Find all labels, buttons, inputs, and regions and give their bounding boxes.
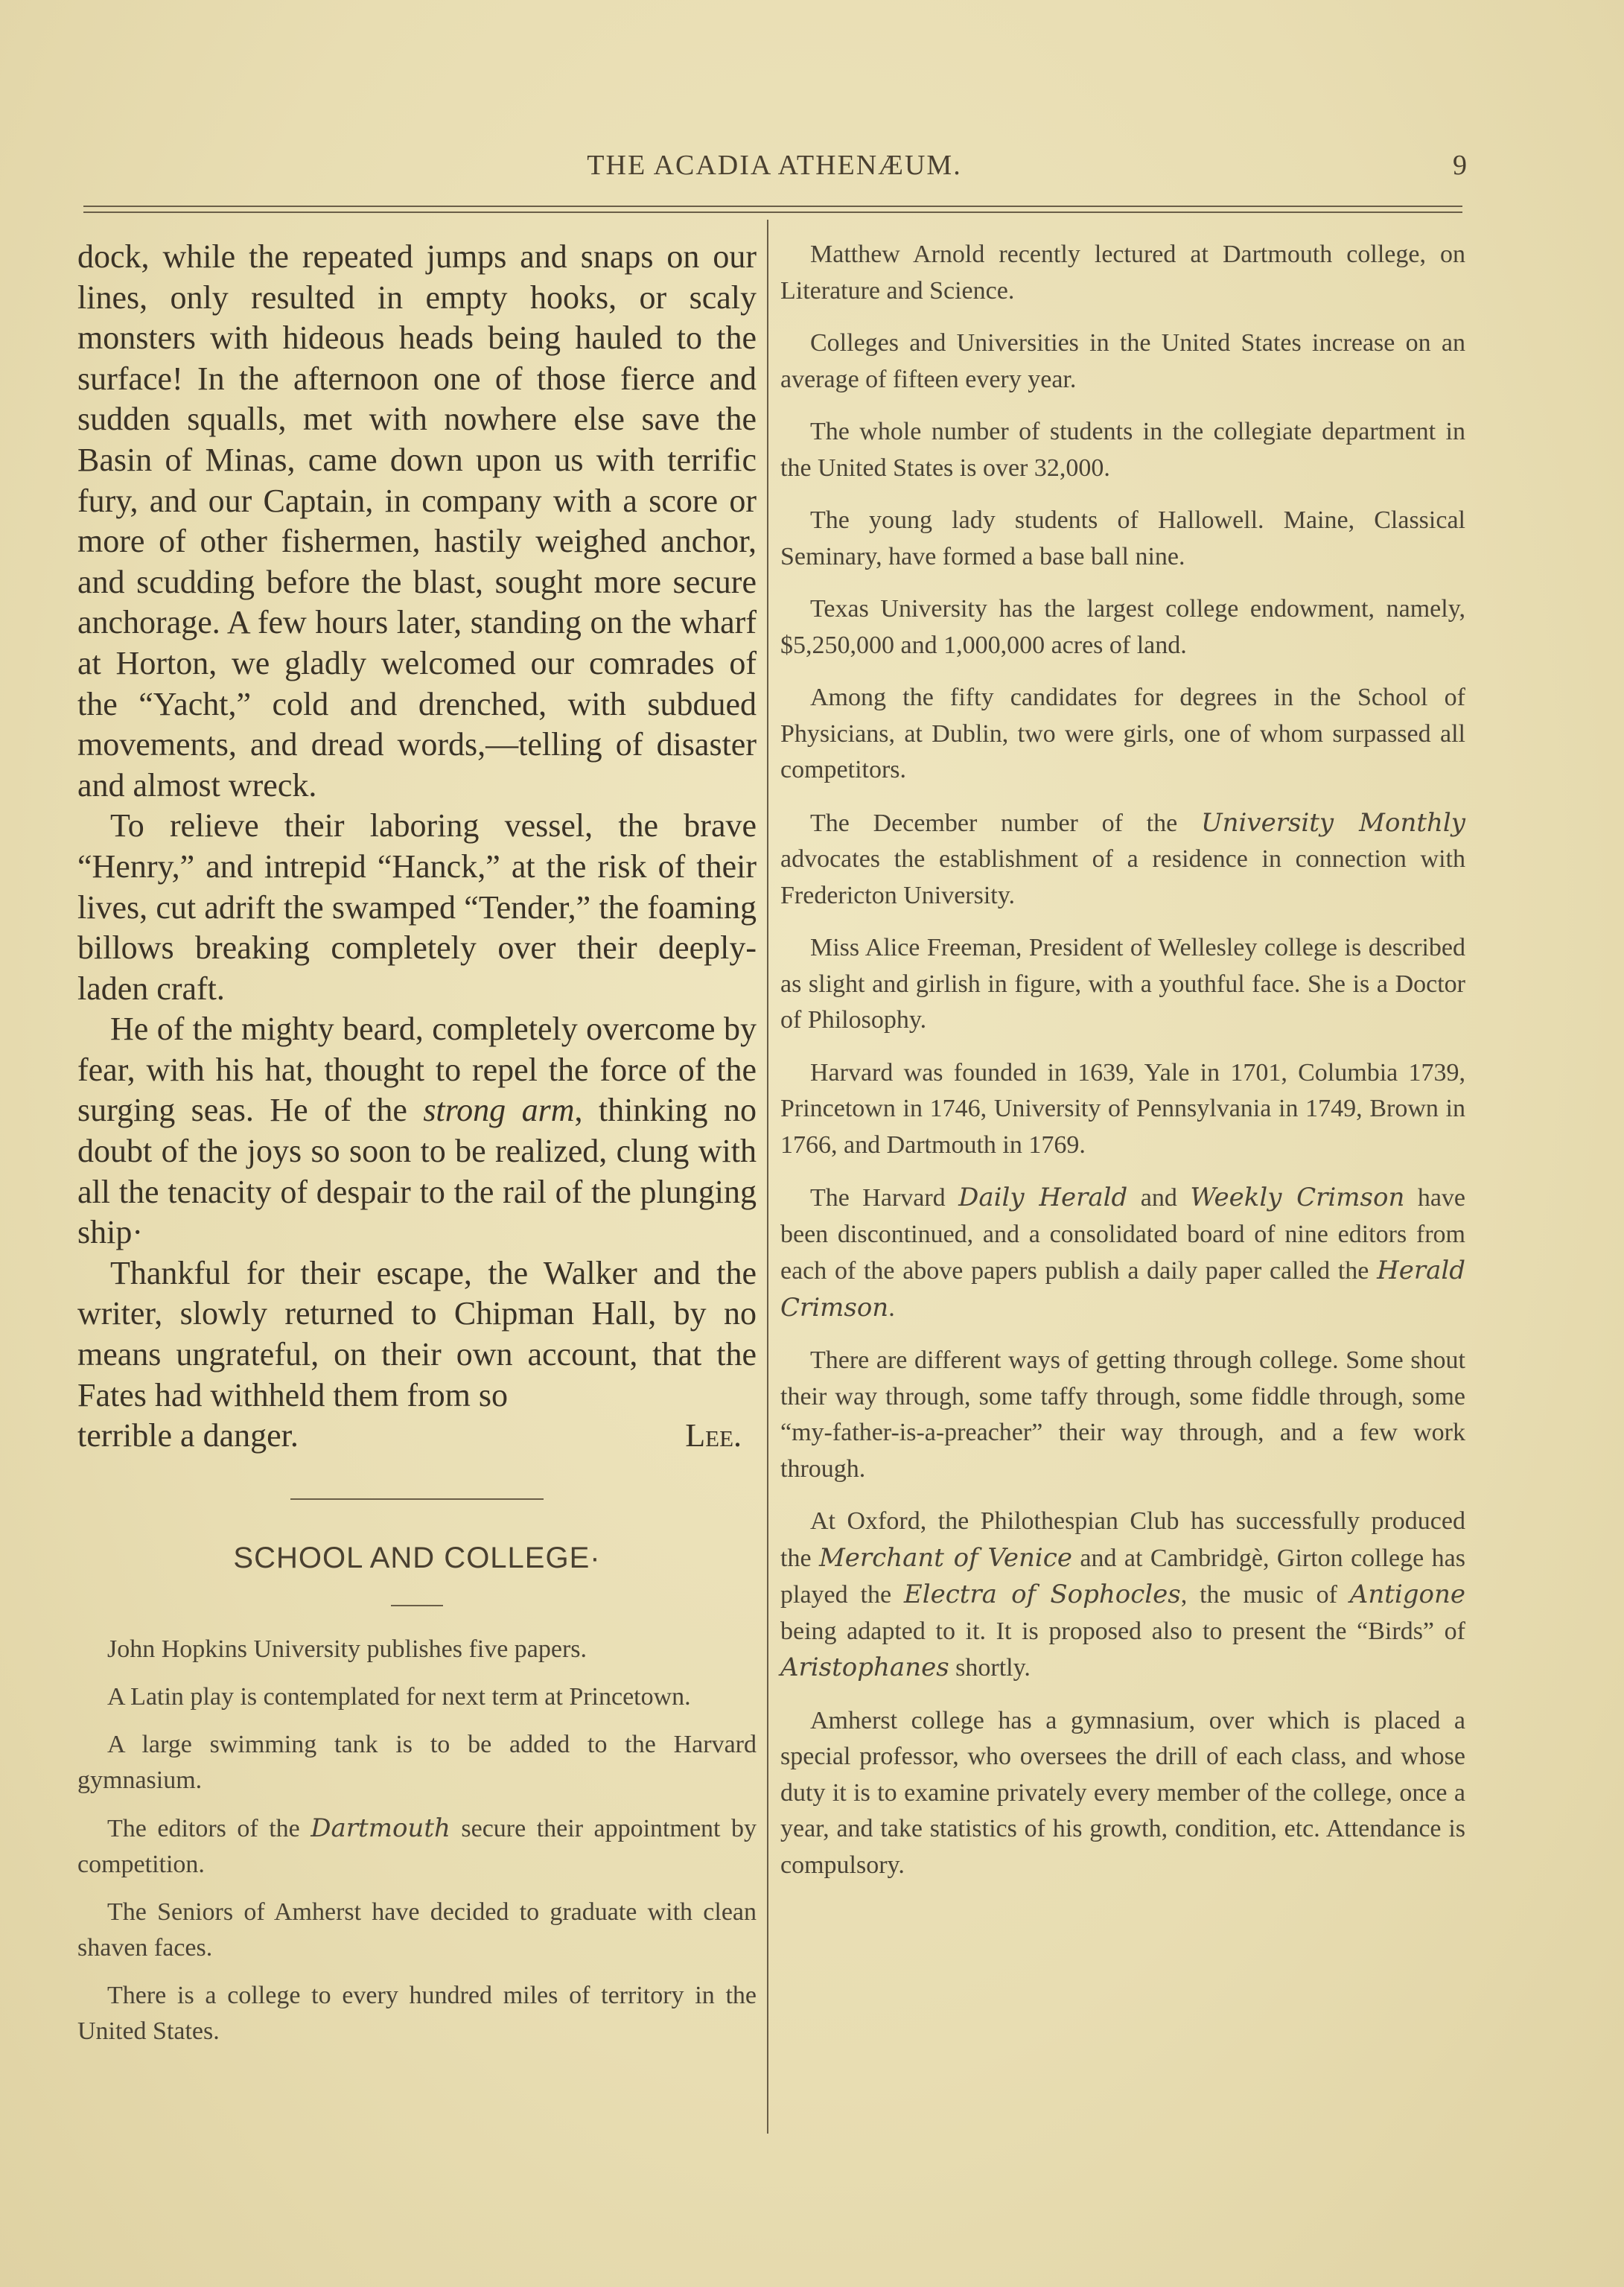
news-item: At Oxford, the Philothespian Club has successfully produced the Merchant of Venice and at Cambridgè, Girton college has played the Electra of Sophocles, the music of Antigone being adapted to it. It is proposed also to present the “Birds” of Aristophanes shortly. (780, 1507, 1466, 1682)
page-header (82, 149, 1467, 194)
news-item: A large swimming tank is to be added to the Harvard gymnasium. (77, 1730, 757, 1794)
italic-text: Dartmouth (311, 1813, 450, 1843)
story-last-line: terrible a danger. (77, 1417, 299, 1454)
news-item: The December number of the University Monthly advocates the establishment of a residence in connection with Fredericton University. (780, 807, 1466, 909)
news-item: Amherst college has a gymnasium, over which is placed a special professor, who oversees the drill of each class, and whose duty it is to examine privately every member of the college, once a year, and take statistics of his growth, condition, etc. Attendance is compulsory. (780, 1706, 1465, 1879)
column-divider (767, 220, 768, 2134)
page-number: 9 (1453, 150, 1467, 181)
header-rule-bottom (83, 211, 1462, 213)
left-column (77, 237, 757, 2061)
news-item: There is a college to every hundred miles of territory in the United States. (77, 1981, 757, 2045)
right-column (780, 237, 1465, 1900)
news-item: Colleges and Universities in the United States increase on an average of fifteen every year. (780, 329, 1465, 393)
news-item: The young lady students of Hallowell. Maine, Classical Seminary, have formed a base ball nine. (780, 506, 1465, 570)
header-rule-top (83, 206, 1462, 207)
news-item: Among the fifty candidates for degrees in the School of Physicians, at Dublin, two were girls, one of whom surpassed all competitors. (780, 684, 1465, 783)
italic-text: Electra of Sophocles (903, 1580, 1181, 1609)
news-item: The Seniors of Amherst have decided to graduate with clean shaven faces. (77, 1898, 757, 1962)
italic-text: Aristophanes (780, 1653, 949, 1682)
italic-text: University Monthly (1200, 807, 1466, 838)
italic-text: Herald Crimson (780, 1256, 1465, 1323)
news-items-left (77, 1632, 757, 2049)
news-item: Texas University has the largest college endowment, namely, $5,250,000 and 1,000,000 acres of land. (780, 595, 1465, 659)
news-item: John Hopkins University publishes five papers. (107, 1635, 587, 1663)
news-item: There are different ways of getting through college. Some shout their way through, some taffy through, some fiddle through, some “my-father-is-a-preacher” their way through, and a few work through. (780, 1346, 1465, 1483)
author-signature: Lee. (685, 1417, 742, 1454)
news-item: Harvard was founded in 1639, Yale in 1701, Columbia 1739, Princetown in 1746, University of Pennsylvania in 1749, Brown in 1766, and Dartmouth in 1769. (780, 1058, 1465, 1159)
story-paragraph: He of the mighty beard, completely overcome by fear, with his hat, thought to repel the force of the surging seas. He of the strong arm, thinking no doubt of the joys so soon to be realized, clung with all the tenacity of despair to the rail of the plunging ship· (77, 1011, 757, 1251)
story-signoff (77, 1416, 757, 1457)
news-item: Matthew Arnold recently lectured at Dartmouth college, on Literature and Science. (780, 241, 1465, 305)
section-title-underline (391, 1605, 443, 1606)
news-item: The editors of the Dartmouth secure their appointment by competition. (77, 1813, 757, 1878)
section-title: SCHOOL AND COLLEGE· (233, 1541, 601, 1574)
italic-text: Daily Herald (958, 1183, 1128, 1212)
news-item: The whole number of students in the collegiate department in the United States is over 32,000. (780, 418, 1465, 482)
section-separator (290, 1498, 544, 1500)
story-paragraph: To relieve their laboring vessel, the brave “Henry,” and intrepid “Hanck,” at the risk of their lives, cut adrift the swamped “Tender,” the foaming billows breaking completely over their deeply-laden craft. (77, 807, 757, 1007)
fishing-story (77, 237, 757, 1457)
italic-text: strong arm (423, 1092, 575, 1129)
journal-title: THE ACADIA ATHENÆUM. (587, 150, 962, 181)
news-item: The Harvard Daily Herald and Weekly Crimson have been discontinued, and a consolidated board of nine editors from each of the above papers publish a daily paper called the Herald Crimson. (780, 1183, 1466, 1323)
news-item: Miss Alice Freeman, President of Wellesley college is described as slight and girlish in figure, with a youthful face. She is a Doctor of Philosophy. (780, 934, 1465, 1034)
italic-text: Weekly Crimson (1190, 1183, 1405, 1212)
italic-text: Antigone (1349, 1580, 1466, 1609)
story-paragraph: dock, while the repeated jumps and snaps on our lines, only resulted in empty hooks, or scaly monsters with hideous heads being hauled to the surface! In the afternoon one of those fierce and sudden squalls, met with nowhere else save the Basin of Minas, came down upon us with terrific fury, and our Captain, in company with a score or more of other fishermen, hastily weighed anchor, and scudding before the blast, sought more secure anchorage. A few hours later, standing on the wharf at Horton, we gladly welcomed our comrades of the “Yacht,” cold and drenched, with subdued movements, and dread words,—telling of disaster and almost wreck. (77, 238, 757, 804)
news-item: A Latin play is contemplated for next term at Princetown. (107, 1682, 691, 1711)
italic-text: Merchant of Venice (818, 1542, 1072, 1573)
story-paragraph: Thankful for their escape, the Walker and the writer, slowly returned to Chipman Hall, by no means ungrateful, on their own account, that the Fates had withheld them from so (77, 1254, 757, 1413)
